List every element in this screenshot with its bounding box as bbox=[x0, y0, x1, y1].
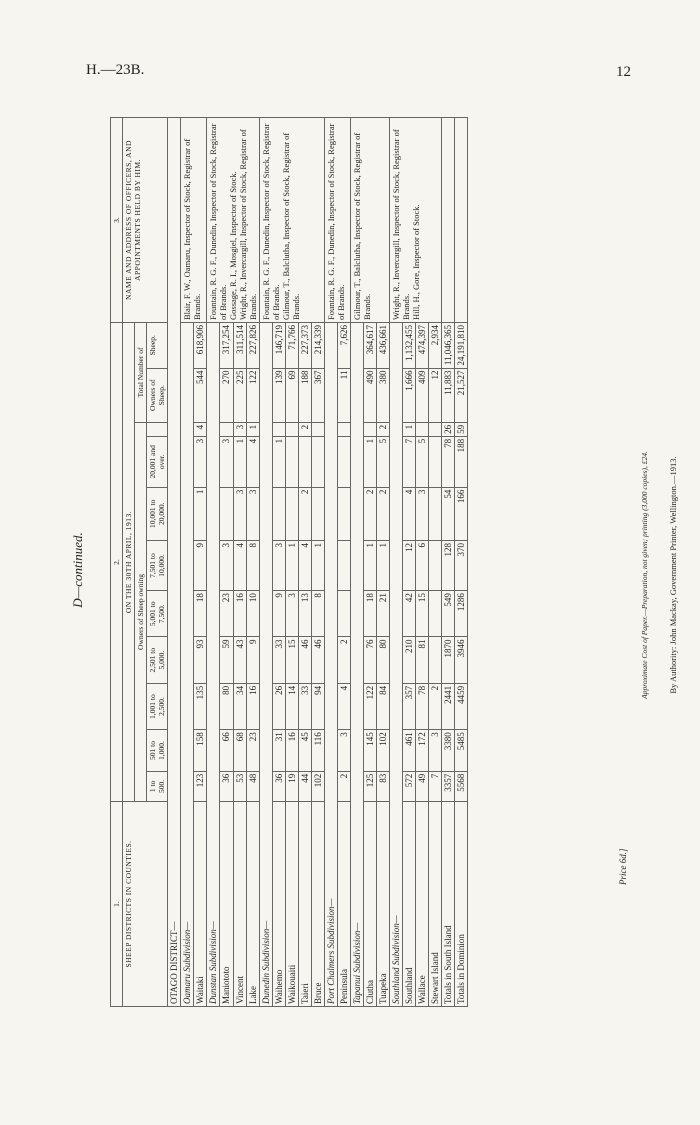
total-owners: 69 bbox=[286, 368, 299, 422]
totals-count: 3357 bbox=[442, 771, 455, 801]
owners-count: 461 bbox=[403, 730, 416, 772]
section-title: D—continued. bbox=[70, 532, 85, 608]
owners-count: 23 bbox=[220, 591, 233, 637]
owners-count bbox=[364, 422, 377, 436]
totals-count: 78 bbox=[442, 436, 455, 487]
col-num-3: 3. bbox=[111, 118, 123, 323]
total-sheep: 146,719 bbox=[273, 323, 286, 369]
owners-count: 15 bbox=[286, 637, 299, 683]
owners-count bbox=[416, 422, 429, 436]
total-sheep: 1,132,455 bbox=[403, 323, 416, 369]
range-header: 5,001 to 7,500. bbox=[147, 591, 168, 637]
owners-count: 125 bbox=[364, 771, 377, 801]
total-sheep: 317,254 bbox=[220, 323, 233, 369]
totals-count: 5568 bbox=[455, 771, 468, 801]
price-note: Price 6d.] bbox=[618, 848, 628, 885]
range-header: 10,001 to 20,000. bbox=[147, 487, 168, 540]
officer-entry: Gilmour, T., Balclutha, Inspector of Stock, Registrar of Brands. bbox=[352, 132, 372, 320]
owners-count: 1 bbox=[403, 422, 416, 436]
subdivision-row bbox=[260, 118, 273, 1007]
owners-count: 172 bbox=[416, 730, 429, 772]
owners-count: 2 bbox=[338, 771, 351, 801]
owners-count: 1 bbox=[377, 540, 390, 590]
owners-count: 135 bbox=[194, 683, 207, 729]
officers-cell bbox=[207, 118, 260, 323]
owners-count: 210 bbox=[403, 637, 416, 683]
totals-row bbox=[442, 118, 455, 1007]
totals-sheep: 24,191,810 bbox=[455, 323, 468, 369]
owners-count: 4 bbox=[194, 422, 207, 436]
owners-count: 2 bbox=[299, 487, 312, 540]
owners-count: 4 bbox=[338, 683, 351, 729]
owners-count: 80 bbox=[220, 683, 233, 729]
total-owners: 409 bbox=[416, 368, 429, 422]
col-num-1: 1. bbox=[111, 802, 123, 1007]
owners-count: 36 bbox=[220, 771, 233, 801]
owners-count: 18 bbox=[364, 591, 377, 637]
owners-count: 76 bbox=[364, 637, 377, 683]
owners-count: 145 bbox=[364, 730, 377, 772]
county-name: Clutha bbox=[364, 802, 377, 1007]
owners-count: 43 bbox=[233, 637, 246, 683]
owners-count: 1 bbox=[194, 487, 207, 540]
total-owners: 188 bbox=[299, 368, 312, 422]
range-header: 1 to 500. bbox=[147, 771, 168, 801]
owners-count: 6 bbox=[416, 540, 429, 590]
owners-count bbox=[429, 436, 442, 487]
total-owners: 139 bbox=[273, 368, 286, 422]
total-sheep: 474,397 bbox=[416, 323, 429, 369]
cost-note: Approximate Cost of Paper.—Preparation, not given; printing (3,000 copies), £24. bbox=[640, 451, 649, 699]
owners-count bbox=[286, 487, 299, 540]
owners-count: 9 bbox=[246, 637, 259, 683]
totals-row bbox=[455, 118, 468, 1007]
owners-count: 5 bbox=[377, 436, 390, 487]
owners-count bbox=[338, 436, 351, 487]
officer-entry: Wright, R., Invercargill, Inspector of Stock, Registrar of Brands. bbox=[391, 129, 411, 320]
subdivision-name: Tapanui Subdivision— bbox=[351, 323, 364, 1007]
subdivision-row bbox=[181, 118, 194, 1007]
total-owners: 1,666 bbox=[403, 368, 416, 422]
owners-count: 94 bbox=[312, 683, 325, 729]
totals-owners: 11,883 bbox=[442, 368, 455, 422]
total-sheep: 2,934 bbox=[429, 323, 442, 369]
totals-count: 188 bbox=[455, 436, 468, 487]
owners-count: 14 bbox=[286, 683, 299, 729]
owners-count: 3 bbox=[233, 422, 246, 436]
owners-count: 7 bbox=[403, 436, 416, 487]
totals-count: 5485 bbox=[455, 730, 468, 772]
sheep-table bbox=[110, 117, 468, 1007]
owners-count: 16 bbox=[246, 683, 259, 729]
owners-count bbox=[429, 591, 442, 637]
owners-count: 3 bbox=[220, 436, 233, 487]
owners-count: 1 bbox=[312, 540, 325, 590]
owners-count: 21 bbox=[377, 591, 390, 637]
total-sheep: 311,514 bbox=[233, 323, 246, 369]
owners-count bbox=[338, 540, 351, 590]
total-sheep: 7,626 bbox=[338, 323, 351, 369]
district-header: SHEEP DISTRICTS IN COUNTIES. bbox=[123, 802, 168, 1007]
owners-count: 31 bbox=[273, 730, 286, 772]
owners-count: 102 bbox=[312, 771, 325, 801]
owners-count: 2 bbox=[377, 487, 390, 540]
owners-count: 15 bbox=[416, 591, 429, 637]
owners-count: 23 bbox=[246, 730, 259, 772]
owners-count: 122 bbox=[364, 683, 377, 729]
owners-count: 13 bbox=[299, 591, 312, 637]
owners-count: 84 bbox=[377, 683, 390, 729]
totals-empty bbox=[455, 118, 468, 323]
subdivision-name: Dunedin Subdivision— bbox=[260, 323, 273, 1007]
owners-count: 9 bbox=[273, 591, 286, 637]
subdivision-row bbox=[351, 118, 364, 1007]
owners-count: 9 bbox=[194, 540, 207, 590]
owners-count bbox=[220, 422, 233, 436]
totals-count: 59 bbox=[455, 422, 468, 436]
total-owners: 367 bbox=[312, 368, 325, 422]
owners-count: 26 bbox=[273, 683, 286, 729]
owners-count bbox=[220, 487, 233, 540]
owners-count bbox=[429, 422, 442, 436]
owners-count bbox=[312, 487, 325, 540]
owners-count: 44 bbox=[299, 771, 312, 801]
table-body bbox=[168, 118, 468, 1007]
range-header bbox=[147, 422, 168, 436]
owners-count bbox=[338, 422, 351, 436]
totals-count: 166 bbox=[455, 487, 468, 540]
total-owners: 544 bbox=[194, 368, 207, 422]
owners-count bbox=[273, 487, 286, 540]
total-sheep: 71,766 bbox=[286, 323, 299, 369]
total-sheep: 214,339 bbox=[312, 323, 325, 369]
officer-entry: Gossage, R. I., Mosgiel, Inspector of Stock. bbox=[228, 171, 238, 320]
subdivision-name: Oamaru Subdivision— bbox=[181, 323, 194, 1007]
sheep-header: Sheep. bbox=[147, 323, 168, 369]
subdivision-name: Port Chalmers Subdivision— bbox=[325, 323, 338, 1007]
totals-count: 1286 bbox=[455, 591, 468, 637]
owners-header: Owners of Sheep owning bbox=[135, 422, 147, 801]
owners-count: 53 bbox=[233, 771, 246, 801]
total-owners: 11 bbox=[338, 368, 351, 422]
owners-count bbox=[338, 591, 351, 637]
owners-count: 102 bbox=[377, 730, 390, 772]
range-header: 1,001 to 2,500. bbox=[147, 683, 168, 729]
subdivision-row bbox=[207, 118, 220, 1007]
owners-count: 2 bbox=[364, 487, 377, 540]
range-header: 2,501 to 5,000. bbox=[147, 637, 168, 683]
range-header: 7,501 to 10,000. bbox=[147, 540, 168, 590]
totals-count: 3380 bbox=[442, 730, 455, 772]
page-reference: H.—23B. bbox=[86, 62, 145, 78]
officers-header: NAME AND ADDRESS OF OFFICERS, AND APPOINTMENTS HELD BY HIM. bbox=[123, 118, 168, 323]
officer-entry: Blair, F. W., Oamaru, Inspector of Stock, Registrar of Brands. bbox=[182, 138, 202, 320]
owners-count bbox=[429, 540, 442, 590]
subdivision-name: Dunstan Subdivision— bbox=[207, 323, 220, 1007]
owners-count: 1 bbox=[364, 540, 377, 590]
officer-entry: Fountain, R. G. F., Dunedin, Inspector of Stock, Registrar of Brands. bbox=[208, 123, 228, 320]
owners-count: 7 bbox=[429, 771, 442, 801]
officer-entry: Fountain, R. G. F., Dunedin, Inspector of Stock, Registrar of Brands. bbox=[326, 123, 346, 320]
owners-count: 3 bbox=[194, 436, 207, 487]
owners-count: 93 bbox=[194, 637, 207, 683]
owners-count: 80 bbox=[377, 637, 390, 683]
county-name: Stewart Island bbox=[429, 802, 442, 1007]
owners-count: 42 bbox=[403, 591, 416, 637]
total-owners: 12 bbox=[429, 368, 442, 422]
owners-count: 8 bbox=[312, 591, 325, 637]
totals-count: 3946 bbox=[455, 637, 468, 683]
totals-count: 370 bbox=[455, 540, 468, 590]
total-owners: 270 bbox=[220, 368, 233, 422]
owners-count: 4 bbox=[233, 540, 246, 590]
subdivision-row bbox=[390, 118, 403, 1007]
page-number: 12 bbox=[616, 64, 631, 80]
owners-count: 2 bbox=[338, 637, 351, 683]
totals-count: 1870 bbox=[442, 637, 455, 683]
owners-count: 3 bbox=[429, 730, 442, 772]
owners-count: 19 bbox=[286, 771, 299, 801]
owners-count: 68 bbox=[233, 730, 246, 772]
officers-cell bbox=[181, 118, 207, 323]
period-header: ON THE 30TH APRIL, 1913. bbox=[123, 323, 135, 802]
totals-count: 26 bbox=[442, 422, 455, 436]
officers-cell bbox=[351, 118, 390, 323]
owners-count: 4 bbox=[246, 436, 259, 487]
owners-count: 3 bbox=[416, 487, 429, 540]
total-sheep: 227,826 bbox=[246, 323, 259, 369]
owners-count: 123 bbox=[194, 771, 207, 801]
owners-count bbox=[429, 637, 442, 683]
county-name: Maniototo bbox=[220, 802, 233, 1007]
owners-count: 83 bbox=[377, 771, 390, 801]
totals-sheep: 11,046,365 bbox=[442, 323, 455, 369]
totals-label: Totals in South Island bbox=[442, 802, 455, 1007]
county-name: Peninsula bbox=[338, 802, 351, 1007]
owners-count: 3 bbox=[233, 487, 246, 540]
total-sheep: 227,373 bbox=[299, 323, 312, 369]
officer-entry: Hill, H., Gore, Inspector of Stock. bbox=[411, 204, 421, 320]
owners-count: 3 bbox=[338, 730, 351, 772]
county-name: Vincent bbox=[233, 802, 246, 1007]
owners-count bbox=[338, 487, 351, 540]
totals-count: 54 bbox=[442, 487, 455, 540]
owners-count: 36 bbox=[273, 771, 286, 801]
county-name: Tuapeka bbox=[377, 802, 390, 1007]
owners-count: 46 bbox=[299, 637, 312, 683]
owners-count: 2 bbox=[299, 422, 312, 436]
owners-count bbox=[273, 422, 286, 436]
owners-count bbox=[312, 436, 325, 487]
owners-count: 33 bbox=[273, 637, 286, 683]
owners-count: 16 bbox=[233, 591, 246, 637]
county-name: Wallace bbox=[416, 802, 429, 1007]
officers-cell bbox=[260, 118, 325, 323]
range-header: 501 to 1,000. bbox=[147, 730, 168, 772]
county-name: Southland bbox=[403, 802, 416, 1007]
owners-count: 3 bbox=[286, 591, 299, 637]
owners-count bbox=[286, 436, 299, 487]
col-num-2: 2. bbox=[111, 323, 123, 802]
owners-count: 12 bbox=[403, 540, 416, 590]
totals-label: Totals in Dominion bbox=[455, 802, 468, 1007]
owners-count: 116 bbox=[312, 730, 325, 772]
owners-count: 49 bbox=[416, 771, 429, 801]
owners-count: 78 bbox=[416, 683, 429, 729]
county-name: Lake bbox=[246, 802, 259, 1007]
owners-count: 81 bbox=[416, 637, 429, 683]
owners-count: 4 bbox=[403, 487, 416, 540]
range-header: 20,001 and over. bbox=[147, 436, 168, 487]
owners-count: 8 bbox=[246, 540, 259, 590]
officers-cell bbox=[325, 118, 351, 323]
owners-count: 2 bbox=[429, 683, 442, 729]
county-name: Taieri bbox=[299, 802, 312, 1007]
owners-count: 16 bbox=[286, 730, 299, 772]
total-sheep: 364,617 bbox=[364, 323, 377, 369]
county-name: Waikouaiti bbox=[286, 802, 299, 1007]
totals-count: 549 bbox=[442, 591, 455, 637]
owners-count: 3 bbox=[220, 540, 233, 590]
owners-count: 1 bbox=[233, 436, 246, 487]
owners-count: 1 bbox=[364, 436, 377, 487]
county-name: Waitaki bbox=[194, 802, 207, 1007]
totals-count: 128 bbox=[442, 540, 455, 590]
subdivision-name: Southland Subdivision— bbox=[390, 323, 403, 1007]
total-sheep: 618,906 bbox=[194, 323, 207, 369]
owners-count: 18 bbox=[194, 591, 207, 637]
totals-count: 2441 bbox=[442, 683, 455, 729]
owners-of-sheep-header: Owners of Sheep. bbox=[147, 368, 168, 422]
owners-count bbox=[299, 436, 312, 487]
total-owners: 122 bbox=[246, 368, 259, 422]
owners-count: 158 bbox=[194, 730, 207, 772]
total-owners: 380 bbox=[377, 368, 390, 422]
owners-count: 48 bbox=[246, 771, 259, 801]
total-sheep: 436,661 bbox=[377, 323, 390, 369]
owners-count: 4 bbox=[299, 540, 312, 590]
owners-count: 2 bbox=[377, 422, 390, 436]
owners-count bbox=[429, 487, 442, 540]
officer-entry: Gilmour, T., Balclutha, Inspector of Stock, Registrar of Brands. bbox=[281, 132, 301, 320]
owners-count bbox=[312, 422, 325, 436]
subdivision-row bbox=[325, 118, 338, 1007]
owners-count: 1 bbox=[273, 436, 286, 487]
owners-count bbox=[286, 422, 299, 436]
owners-count: 45 bbox=[299, 730, 312, 772]
county-name: Bruce bbox=[312, 802, 325, 1007]
officers-cell bbox=[390, 118, 442, 323]
county-name: Waihemo bbox=[273, 802, 286, 1007]
owners-count: 1 bbox=[246, 422, 259, 436]
totals-owners: 21,527 bbox=[455, 368, 468, 422]
owners-count: 3 bbox=[273, 540, 286, 590]
owners-count: 34 bbox=[233, 683, 246, 729]
authority-note: By Authority: John Mackay, Government Printer, Wellington.—1913. bbox=[668, 456, 678, 694]
total-header: Total Number of bbox=[135, 323, 147, 423]
owners-count: 1 bbox=[286, 540, 299, 590]
owners-count: 59 bbox=[220, 637, 233, 683]
owners-count: 572 bbox=[403, 771, 416, 801]
owners-count: 66 bbox=[220, 730, 233, 772]
owners-count: 5 bbox=[416, 436, 429, 487]
totals-count: 4459 bbox=[455, 683, 468, 729]
total-owners: 225 bbox=[233, 368, 246, 422]
owners-count: 3 bbox=[246, 487, 259, 540]
owners-count: 357 bbox=[403, 683, 416, 729]
officer-entry: Fountain, R. G. F., Dunedin, Inspector of Stock, Registrar of Brands. bbox=[261, 123, 281, 320]
officer-entry: Wright, R., Invercargill, Inspector of Stock, Registrar of Brands. bbox=[238, 129, 258, 320]
owners-count: 46 bbox=[312, 637, 325, 683]
totals-empty bbox=[442, 118, 455, 323]
district-title: OTAGO DISTRICT— bbox=[168, 118, 181, 1007]
total-owners: 490 bbox=[364, 368, 377, 422]
owners-count: 33 bbox=[299, 683, 312, 729]
owners-count: 10 bbox=[246, 591, 259, 637]
